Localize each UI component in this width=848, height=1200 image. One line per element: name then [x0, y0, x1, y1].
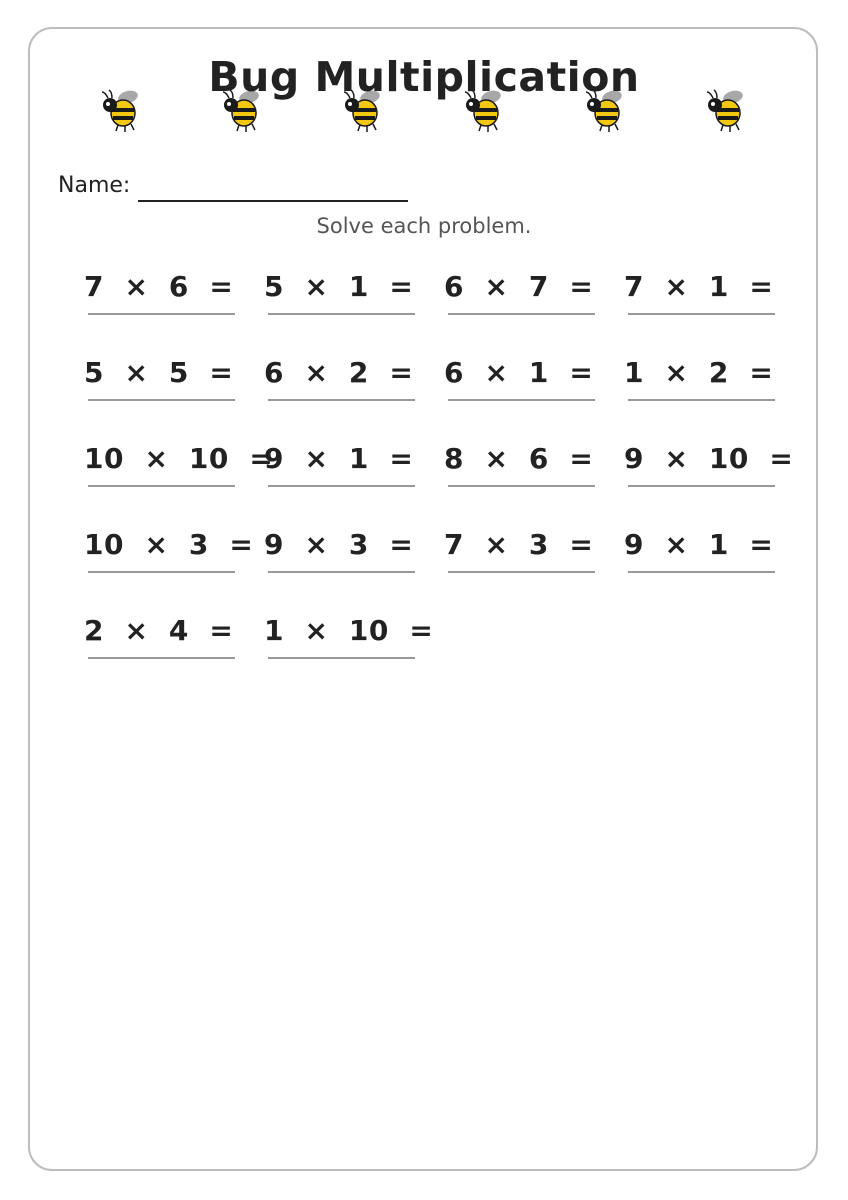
name-label: Name: — [58, 173, 131, 198]
problem-item — [84, 525, 254, 573]
problem-text: 9 × 1 = — [624, 528, 774, 561]
problem-text: 9 × 3 = — [264, 528, 414, 561]
answer-line[interactable] — [448, 313, 595, 315]
answer-line[interactable] — [628, 399, 775, 401]
problem-item — [264, 353, 418, 401]
problem-item — [444, 439, 598, 487]
answer-line[interactable] — [628, 313, 775, 315]
problem-text: 1 × 10 = — [264, 614, 434, 647]
name-field[interactable] — [138, 176, 408, 202]
problem-item — [264, 439, 418, 487]
problem-text: 8 × 6 = — [444, 442, 594, 475]
problem-item — [624, 267, 778, 315]
problem-text: 7 × 3 = — [444, 528, 594, 561]
problem-text: 5 × 1 = — [264, 270, 414, 303]
problem-text: 6 × 1 = — [444, 356, 594, 389]
answer-line[interactable] — [628, 485, 775, 487]
problem-item — [624, 439, 794, 487]
problem-text: 2 × 4 = — [84, 614, 234, 647]
answer-line[interactable] — [628, 571, 775, 573]
name-row — [58, 170, 408, 202]
answer-line[interactable] — [88, 485, 235, 487]
answer-line[interactable] — [88, 571, 235, 573]
answer-line[interactable] — [448, 571, 595, 573]
problem-item — [264, 267, 418, 315]
answer-line[interactable] — [88, 657, 235, 659]
answer-line[interactable] — [88, 313, 235, 315]
problem-text: 10 × 3 = — [84, 528, 254, 561]
problem-item — [624, 525, 778, 573]
problem-text: 7 × 1 = — [624, 270, 774, 303]
answer-line[interactable] — [268, 657, 415, 659]
problem-item — [444, 353, 598, 401]
problem-text: 9 × 1 = — [264, 442, 414, 475]
problem-item — [444, 267, 598, 315]
problem-item — [84, 439, 274, 487]
problem-item — [264, 525, 418, 573]
problem-text: 5 × 5 = — [84, 356, 234, 389]
problem-item — [84, 267, 238, 315]
problem-item — [84, 353, 238, 401]
answer-line[interactable] — [268, 571, 415, 573]
problem-text: 7 × 6 = — [84, 270, 234, 303]
problem-text: 6 × 7 = — [444, 270, 594, 303]
problem-item — [444, 525, 598, 573]
problem-text: 10 × 10 = — [84, 442, 274, 475]
instructions: Solve each problem. — [316, 214, 532, 238]
answer-line[interactable] — [448, 485, 595, 487]
problem-item — [264, 611, 434, 659]
problem-text: 9 × 10 = — [624, 442, 794, 475]
answer-line[interactable] — [448, 399, 595, 401]
answer-line[interactable] — [268, 399, 415, 401]
worksheet-title: Bug Multiplication — [208, 53, 640, 101]
answer-line[interactable] — [268, 313, 415, 315]
problem-text: 6 × 2 = — [264, 356, 414, 389]
problem-item — [624, 353, 778, 401]
answer-line[interactable] — [268, 485, 415, 487]
problem-item — [84, 611, 238, 659]
answer-line[interactable] — [88, 399, 235, 401]
problem-text: 1 × 2 = — [624, 356, 774, 389]
